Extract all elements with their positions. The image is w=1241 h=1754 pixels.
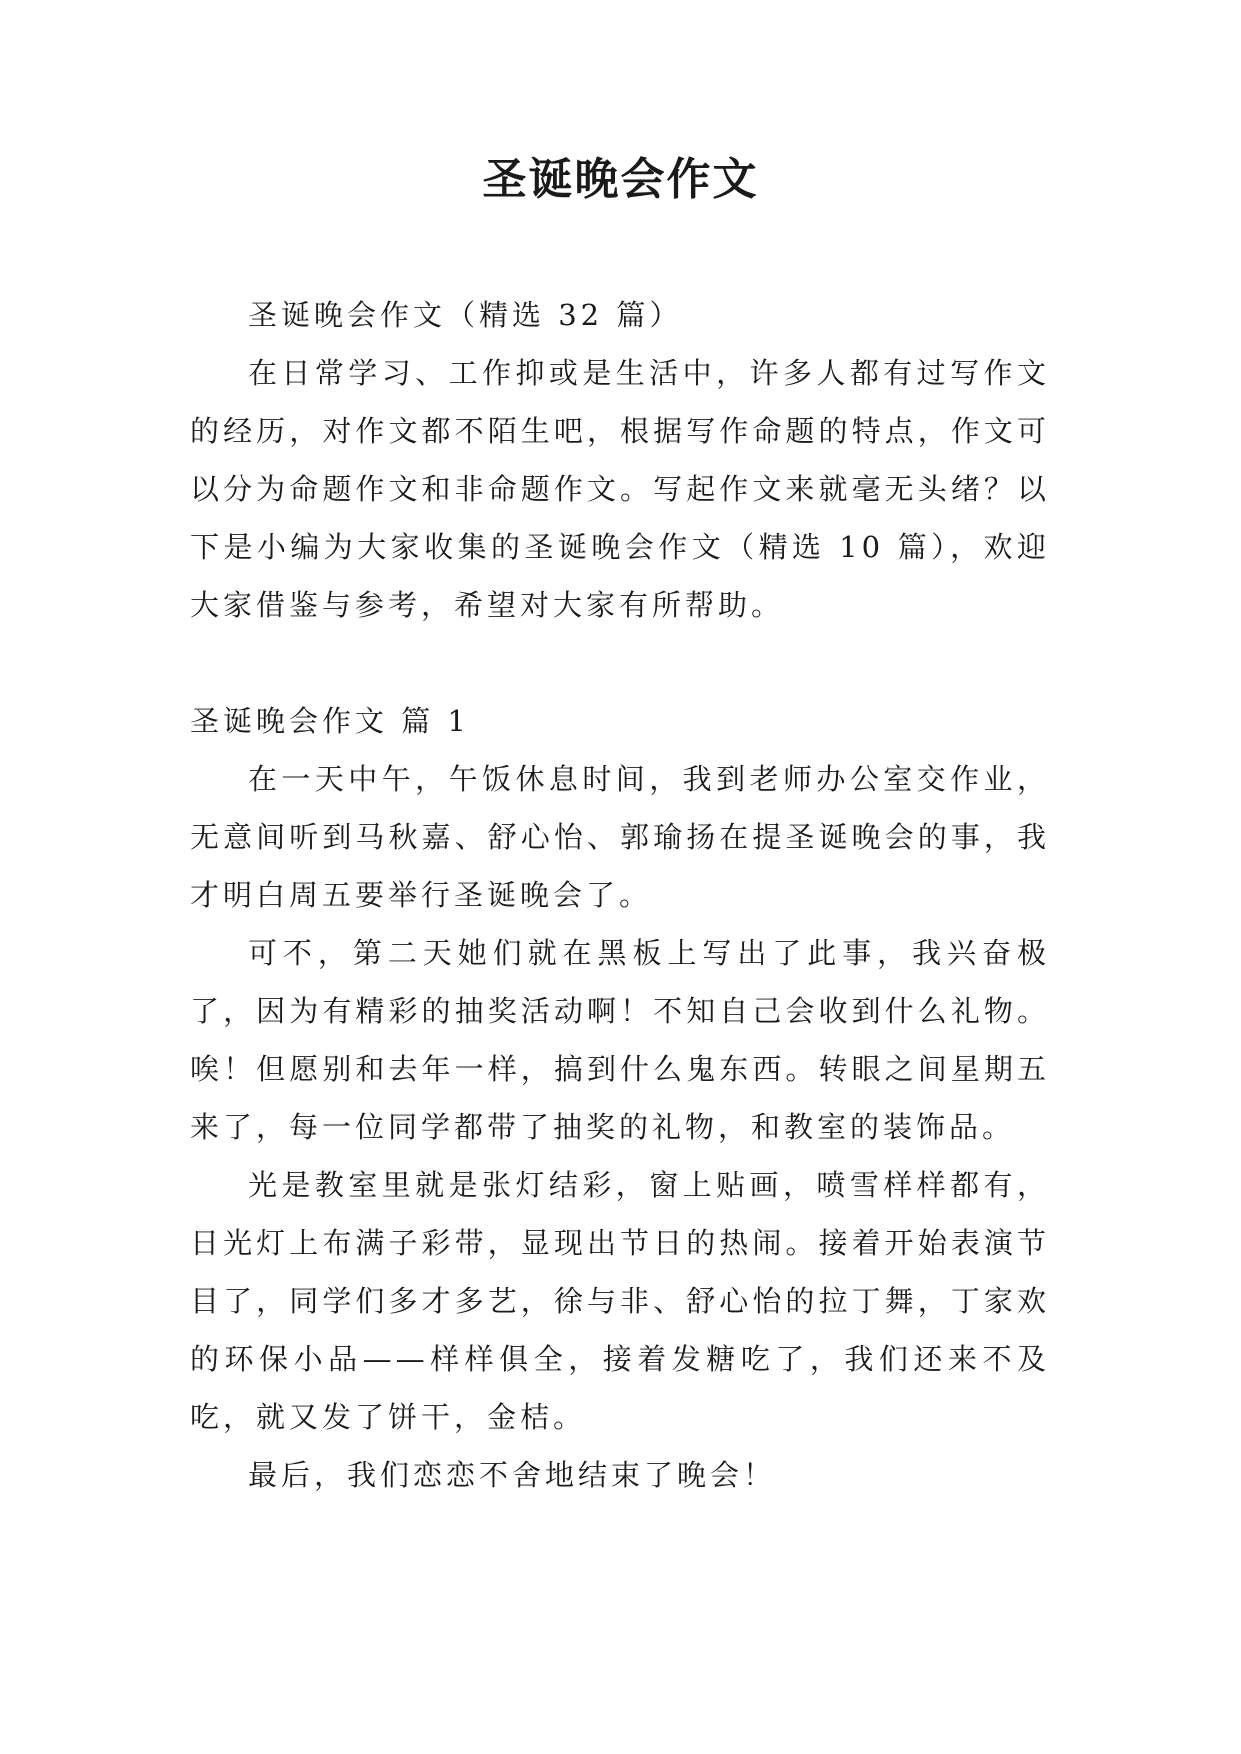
- section-heading: 圣诞晚会作文 篇 1: [190, 704, 470, 738]
- intro-paragraph: 在日常学习、工作抑或是生活中，许多人都有过写作文的经历，对作文都不陌生吧，根据写作命题的特点，作文可以分为命题作文和非命题作文。写起作文来就毫无头绪？以下是小编为大家收集的圣诞晚会作文（精选 10 篇），欢迎大家借鉴与参考，希望对大家有所帮助。: [190, 356, 1050, 622]
- section-paragraph: 最后，我们恋恋不舍地结束了晚会！: [248, 1458, 777, 1492]
- section-paragraph: 在一天中午，午饭休息时间，我到老师办公室交作业，无意间听到马秋嘉、舒心怡、郭瑜扬在提圣诞晚会的事，我才明白周五要举行圣诞晚会了。: [190, 762, 1050, 912]
- document-title: 圣诞晚会作文: [482, 154, 759, 205]
- section-paragraph: 可不，第二天她们就在黑板上写出了此事，我兴奋极了，因为有精彩的抽奖活动啊！不知自己会收到什么礼物。唉！但愿别和去年一样，搞到什么鬼东西。转眼之间星期五来了，每一位同学都带了抽奖的礼物，和教室的装饰品。: [190, 936, 1050, 1144]
- document-subtitle: 圣诞晚会作文（精选 32 篇）: [248, 298, 683, 332]
- document-body: [190, 286, 1050, 1504]
- section-paragraph: 光是教室里就是张灯结彩，窗上贴画，喷雪样样都有，日光灯上布满子彩带，显现出节日的热闹。接着开始表演节目了，同学们多才多艺，徐与非、舒心怡的拉丁舞，丁家欢的环保小品——样样俱全，接着发糖吃了，我们还来不及吃，就又发了饼干，金桔。: [190, 1168, 1050, 1434]
